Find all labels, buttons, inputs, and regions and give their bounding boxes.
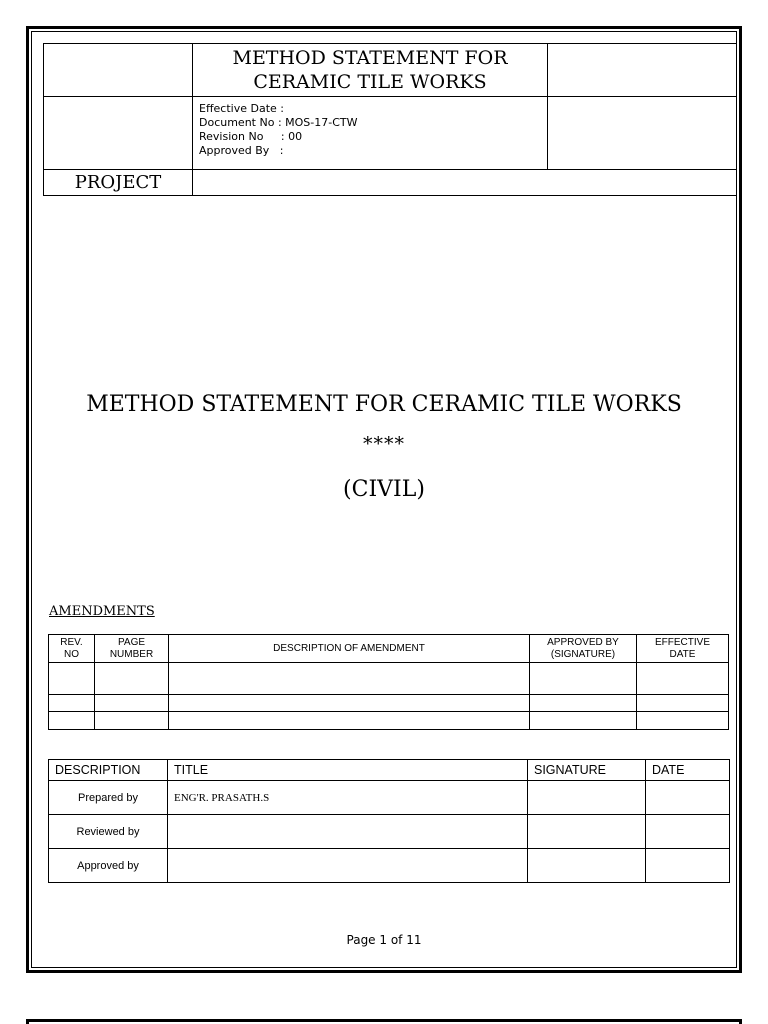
date-cell	[646, 781, 730, 815]
approved-by-name	[168, 849, 528, 883]
signature-cell	[528, 781, 646, 815]
table-row	[49, 695, 729, 712]
header-title-line1: METHOD STATEMENT FOR	[232, 47, 508, 69]
header-title-cell	[193, 44, 548, 97]
header-right-cell	[548, 44, 737, 97]
title-stars: ****	[363, 433, 405, 455]
discipline-subtitle: (CIVIL)	[343, 477, 425, 502]
approved-by-line: Approved By :	[199, 144, 284, 157]
effective-date-line: Effective Date :	[199, 102, 284, 115]
header-meta-right-cell	[548, 97, 737, 170]
role-reviewed-by: Reviewed by	[49, 815, 168, 849]
header-logo-cell	[44, 44, 193, 97]
col-effective-date: EFFECTIVE DATE	[637, 635, 729, 663]
document-meta-cell	[193, 97, 548, 170]
date-cell	[646, 849, 730, 883]
col-description-of-amendment: DESCRIPTION OF AMENDMENT	[169, 635, 530, 663]
role-prepared-by: Prepared by	[49, 781, 168, 815]
main-title: METHOD STATEMENT FOR CERAMIC TILE WORKS	[86, 392, 682, 417]
col-description: DESCRIPTION	[49, 760, 168, 781]
col-title: TITLE	[168, 760, 528, 781]
signature-cell	[528, 849, 646, 883]
document-no-line: Document No : MOS-17-CTW	[199, 116, 358, 129]
table-row	[49, 781, 730, 815]
table-row	[49, 815, 730, 849]
amendments-table	[48, 634, 729, 730]
col-date: DATE	[646, 760, 730, 781]
document-header-table	[43, 43, 737, 196]
project-label: PROJECT	[44, 170, 193, 196]
table-row	[49, 663, 729, 695]
col-rev-no: REV. NO	[49, 635, 95, 663]
page-number: Page 1 of 11	[346, 933, 422, 947]
header-title-line2: CERAMIC TILE WORKS	[253, 71, 487, 93]
date-cell	[646, 815, 730, 849]
header-blank-cell	[44, 97, 193, 170]
revision-no-line: Revision No : 00	[199, 130, 303, 143]
amendments-header-row	[49, 635, 729, 663]
col-page-number: PAGE NUMBER	[95, 635, 169, 663]
project-value-cell	[193, 170, 737, 196]
signoff-table	[48, 759, 730, 883]
table-row	[49, 849, 730, 883]
table-row	[49, 712, 729, 730]
col-signature: SIGNATURE	[528, 760, 646, 781]
amendments-heading: AMENDMENTS	[49, 604, 155, 619]
role-approved-by: Approved by	[49, 849, 168, 883]
signature-cell	[528, 815, 646, 849]
reviewed-by-name	[168, 815, 528, 849]
prepared-by-name: ENG'R. PRASATH.S	[168, 781, 528, 815]
col-approved-by-signature: APPROVED BY (SIGNATURE)	[530, 635, 637, 663]
signoff-header-row	[49, 760, 730, 781]
